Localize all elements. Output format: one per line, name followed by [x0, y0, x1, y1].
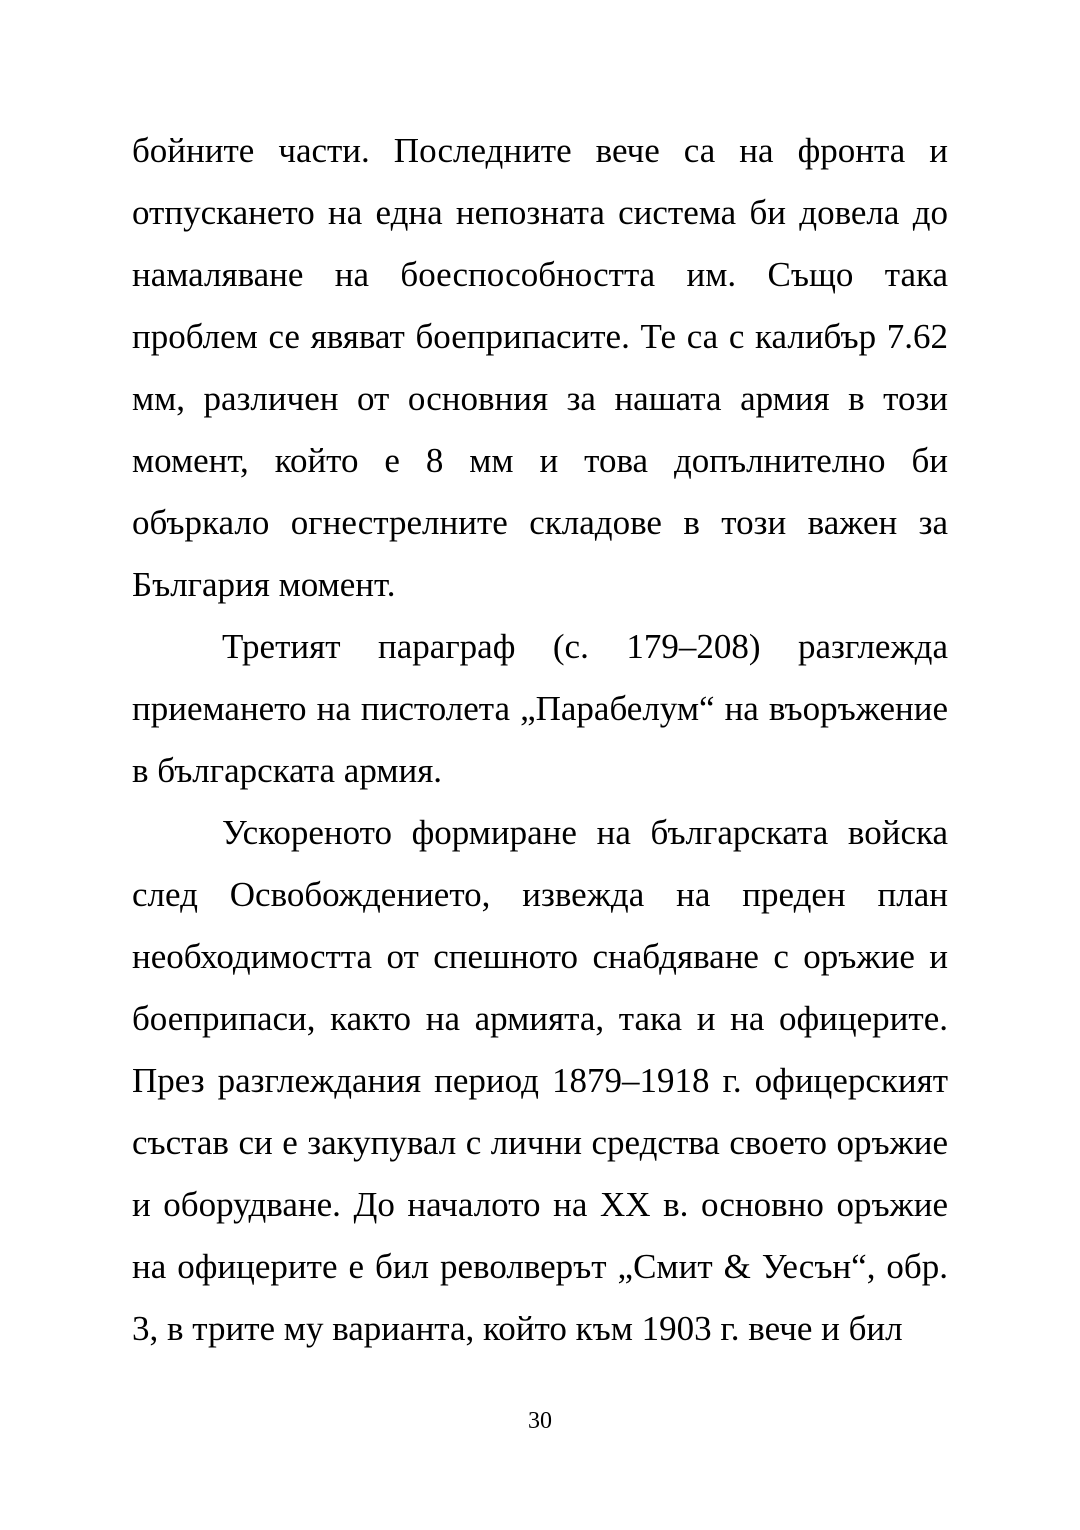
page-number: 30 [528, 1408, 552, 1434]
paragraph-continuation: бойните части. Последните вече са на фронта и отпускането на една непозната система би довела до намаляване на боеспособността им. Също така проблем се явяват боеприпасите. Те са с калибър 7.62 мм, различен от основния за нашата армия в този момент, който е 8 мм и това допълнително би объркало огнестрелните складове в този важен за България момент. [132, 131, 948, 604]
body-text [132, 120, 948, 1360]
paragraph-third-section-intro: Третият параграф (с. 179–208) разглежда приемането на пистолета „Парабелум“ на въоръжение в българската армия. [132, 627, 948, 790]
paragraph-accelerated-formation: Ускореното формиране на българската войска след Освобождението, извежда на преден план необходимостта от спешното снабдяване с оръжие и боеприпаси, както на армията, така и на офицерите. През разглеждания период 1879–1918 г. офицерският състав си е закупувал с лични средства своето оръжие и оборудване. До началото на XX в. основно оръжие на офицерите е бил револверът „Смит & Уесън“, обр. 3, в трите му варианта, който към 1903 г. вече и бил [132, 813, 948, 1348]
